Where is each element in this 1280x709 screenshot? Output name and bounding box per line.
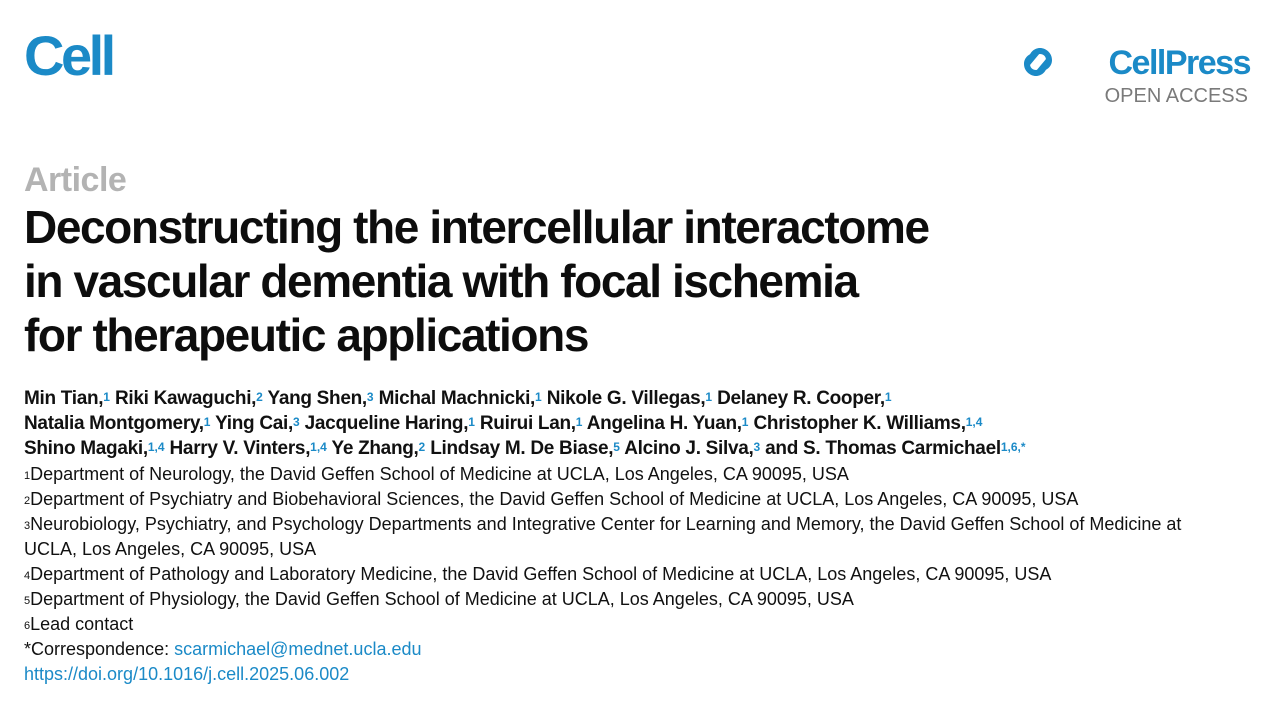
doi-link[interactable]: https://doi.org/10.1016/j.cell.2025.06.002 — [24, 664, 350, 684]
affiliation-item — [24, 562, 1234, 587]
author-name: Nikole G. Villegas, — [541, 388, 706, 409]
affiliations — [24, 462, 1234, 687]
correspondence-label: *Correspondence: — [24, 639, 175, 659]
open-access-label: OPEN ACCESS — [1104, 85, 1248, 107]
author-line — [24, 436, 1264, 461]
journal-name: Cell — [24, 24, 113, 87]
correspondence — [24, 637, 1234, 662]
author-name: Ruirui Lan, — [474, 413, 576, 434]
author-name: Ye Zhang, — [326, 438, 419, 459]
author-name: Michal Machnicki, — [373, 388, 536, 409]
author-name: Shino Magaki, — [24, 438, 148, 459]
affiliation-text: Department of Neurology, the David Geffen School of Medicine at UCLA, Los Angeles, CA 90095, USA — [30, 464, 849, 484]
affiliation-number: 5 — [24, 595, 31, 607]
affiliation-marker[interactable]: 1 — [575, 415, 583, 429]
author-name: Delaney R. Cooper, — [712, 388, 885, 409]
author-name: Angelina H. Yuan, — [582, 413, 742, 434]
affiliation-text: Department of Psychiatry and Biobehavioral Sciences, the David Geffen School of Medicine at UCLA, Los Angeles, CA 90095, USA — [30, 489, 1079, 509]
affiliation-number: 6 — [24, 620, 31, 632]
author-name: Yang Shen, — [262, 388, 367, 409]
affiliation-number: 3 — [24, 520, 31, 532]
affiliation-marker[interactable]: 1,4 — [310, 440, 327, 454]
cellpress-icon — [1020, 44, 1056, 80]
affiliation-marker[interactable]: 1 — [741, 415, 749, 429]
affiliation-marker[interactable]: 3 — [292, 415, 300, 429]
author-name: Christopher K. Williams, — [748, 413, 966, 434]
correspondence-email-link[interactable]: scarmichael@mednet.ucla.edu — [174, 639, 422, 659]
author-name: Jacqueline Haring, — [299, 413, 469, 434]
author-name: Natalia Montgomery, — [24, 413, 204, 434]
author-name: Ying Cai, — [210, 413, 293, 434]
affiliation-item — [24, 462, 1234, 487]
publisher-logo — [1020, 44, 1250, 110]
affiliation-number: 1 — [24, 470, 31, 482]
affiliation-marker[interactable]: 1 — [884, 390, 892, 404]
title-line: in vascular dementia with focal ischemia — [24, 255, 858, 307]
affiliation-marker[interactable]: 1,6,* — [1000, 440, 1026, 454]
title-line: for therapeutic applications — [24, 309, 589, 361]
author-line — [24, 386, 1264, 411]
affiliation-marker[interactable]: 3 — [366, 390, 374, 404]
author-name: Alcino J. Silva, — [619, 438, 754, 459]
affiliation-number: 4 — [24, 570, 31, 582]
article-type: Article — [24, 161, 127, 199]
affiliation-text: Lead contact — [30, 614, 134, 634]
article-title — [24, 200, 1124, 362]
author-name: Min Tian, — [24, 388, 104, 409]
affiliation-item — [24, 512, 1234, 562]
affiliation-text: Neurobiology, Psychiatry, and Psychology Departments and Integrative Center for Learning and Memory, the David Geffen School of Medicine at UCLA, Los Angeles, CA 90095, USA — [24, 514, 1182, 559]
affiliation-marker[interactable]: 1 — [468, 415, 475, 429]
author-name: Lindsay M. De Biase, — [425, 438, 614, 459]
journal-logo — [24, 24, 113, 87]
affiliation-text: Department of Pathology and Laboratory Medicine, the David Geffen School of Medicine at UCLA, Los Angeles, CA 90095, USA — [30, 564, 1052, 584]
doi-row — [24, 662, 1234, 687]
affiliation-marker[interactable]: 2 — [256, 390, 263, 404]
affiliation-marker[interactable]: 1,4 — [965, 415, 983, 429]
author-name: and S. Thomas Carmichael — [760, 438, 1001, 459]
affiliation-marker[interactable]: 1 — [705, 390, 713, 404]
affiliation-text: Department of Physiology, the David Geffen School of Medicine at UCLA, Los Angeles, CA 90095, USA — [30, 589, 854, 609]
affiliation-marker[interactable]: 5 — [613, 440, 620, 454]
affiliation-marker[interactable]: 3 — [753, 440, 761, 454]
author-name: Riki Kawaguchi, — [109, 388, 257, 409]
affiliation-marker[interactable]: 1,4 — [147, 440, 165, 454]
affiliation-item — [24, 487, 1234, 512]
affiliation-marker[interactable]: 1 — [535, 390, 542, 404]
affiliation-number: 2 — [24, 495, 31, 507]
author-line — [24, 411, 1264, 436]
title-line: Deconstructing the intercellular interactome — [24, 201, 929, 253]
affiliation-marker[interactable]: 1 — [103, 390, 110, 404]
affiliation-marker[interactable]: 2 — [418, 440, 426, 454]
affiliation-marker[interactable]: 1 — [203, 415, 211, 429]
affiliation-item — [24, 612, 1234, 637]
author-name: Harry V. Vinters, — [164, 438, 311, 459]
affiliation-item — [24, 587, 1234, 612]
publisher-name: CellPress — [1108, 44, 1250, 82]
author-list — [24, 386, 1264, 461]
